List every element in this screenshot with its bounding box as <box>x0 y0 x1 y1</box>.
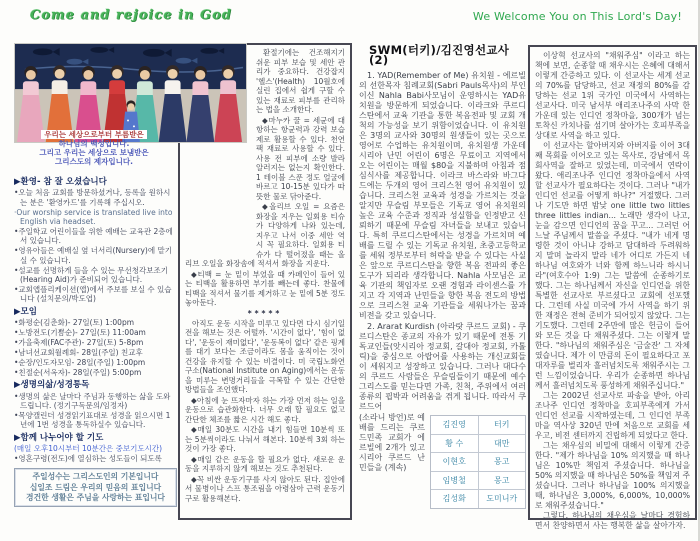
bullet-item <box>14 266 177 285</box>
section-items <box>14 188 177 303</box>
caption-line-4: 그리스도의 제자입니다. <box>55 157 133 166</box>
caption-line-2: 하나님의 백성입니다. <box>58 139 130 148</box>
mission-field: 대만 <box>494 438 510 448</box>
bullet-item-text: •영유아들은 예배실 옆 너서리(Nursery)에 맡기실 수 있습니다. <box>14 246 172 265</box>
bullet-item-text: •생명의 삶은 날마다 주님과 동행하는 삶을 도와드립니다. (정기구독문의/임정자) <box>14 391 171 410</box>
congregation-photo <box>14 43 247 143</box>
testimony-paragraph: 이 선교사는 할아버지와 아버지를 이어 3대째 목회를 이어오고 있는 목사로, 강남에서 목회사역을 잘하고 있었는데, 미국에서 연락이 왔다. 애리조나주 인디언 정착마을에서 사역할 선교사가 필요하다는 것이다. 그러나 "내가 인디언 선교를 어떻게 하나?" 거절했다. 그러나 기도만 하면 밤낮 one little two littles three littles indian... 노래만 생각이 나고, 눈을 감으면 인디언의 꿈을 꾸고... 그러던 어느날 주님께서 말씀을 주셨다. "내가 네게 명령한 것이 아니냐 강하고 담대하라 두려워하지 말며 놀라지 말라 네가 어디로 가든지 네 하나님 여호와가 너와 함께 하느니라 하시니라"(여호수아 1:9) 그는 말씀에 순종하기로 했다. 그는 하나님께서 자신을 인디언을 위한 특별한 선교사로 부르셨다고 교회에 선포했다. 그런데 사실 미국에 가서 사역을 하기 위한 재정은 전혀 준비가 되어있지 않았다. 그는 기도했다. 그런데 2주만에 많은 헌금이 들어와 모든 것을 다 채워주셨다. 그는 이렇게 말한다. "하나님의 채워주심은 '금술잔' 그 자체였습니다. 제가 이 만큼의 돈이 필요하다고 포대자루를 벌리자 흘러넘치도록 채워주시는 그런 느낌이었습니다. 우리가 순종하면 하나님께서 흘러넘치도록 풍성하게 채워주십니다." <box>535 141 690 390</box>
section-header: ▶생명의삶/성경통독 <box>14 380 90 391</box>
caption-line-3: 그리고 우리는 세상으로 보냄받은 <box>39 148 149 157</box>
missionary-table <box>430 415 526 509</box>
skincare-tip: ◆마누카 꿀 = 세균에 대항하는 항균력과 강력 보습제로 활용할 수 있다. 천연 팩 재료로 사용할 수 있다. 사용 전 피부에 소량 발라 알러지는 없는지 확인한다. 1 테이블 스푼 정도 얼굴에 바르고 10-15분 있다가 따뜻한 물로 닦아준다. <box>256 115 345 201</box>
missionary-name: 김진영 <box>431 416 479 434</box>
mission-field: 몽고 <box>494 457 510 466</box>
exercise-tip: ◆꼭 비싼 운동기구를 사지 않아도 된다. 집안에서 물병이나 스프 통조림을 아령삼아 근력 운동기구로 활용해본다. <box>185 474 345 503</box>
health-intro: 환절기에는 건조해지기 쉬운 피부 보습 및 세안 관리가 중요하다. 건강잡지 '헬스'(Health) 10월호에 실린 집에서 쉽게 구할 수 있는 재료로 피부를 관리하는 법을 소개한다. <box>256 48 345 114</box>
mission-field: 터키 <box>494 420 510 429</box>
table-row <box>431 435 525 454</box>
announcement-section <box>14 178 177 304</box>
bullet-item <box>14 285 177 304</box>
bullet-item-text: •교회앱플리케이션(앱)에서 주보를 보실 수 있습니다 (설치문의/박도엽) <box>14 284 172 304</box>
bullet-item-text: ·Our worship service is translated live into English via headset. <box>14 207 173 227</box>
bullet-item-text: •설교를 선명하게 들을 수 있는 무선청각보조기(Hearing Aid)가 준비되어 있습니다. <box>14 265 168 285</box>
exercise-tip: ◆아침에 눈 뜨자마자 하는 가장 먼저 하는 일을 운동으로 습관화한다. 너무 오래 할 필요도 없고 간단한 체조를 짧은 시간 해도 좋다. <box>185 395 345 424</box>
mission-field: 도미니카 <box>486 494 518 503</box>
missionary-name: 이현호 <box>431 453 479 471</box>
bullet-item <box>14 368 177 377</box>
bullet-item-text: •남녀선교회월례회- 28일(주일) 친교후 <box>14 347 143 357</box>
article-paragraph-2: 2. Ararat Kurdish (아라랏 쿠르드 교회) - 쿠르디스탄은 종교의 자유가 있기 때문에 전통 기독교인들(앗시리아 정교회, 갈대아 정교회, 카톨릭)을 중심으로 아랍어를 사용하는 개신교회들이 세워지고 성장하고 있습니다. 그러나 대다수의 쿠르드 사람들은 무슬림들이기 때문에 예수 그리스도를 믿는다면 가족, 친척, 주위에서 여러 종류의 핍박과 어려움을 겪게 됩니다. 따라서 쿠르드어 <box>359 322 526 411</box>
bullet-item <box>14 444 177 453</box>
missionary-name: 임병철 <box>431 472 479 490</box>
testimony-paragraph: 이상혁 선교사의 "채워주심" 이라고 하는 책에 보면, 순종할 때 채우시는 은혜에 대해서 이렇게 간증하고 있다. 이 선교사는 세계 선교의 70%를 담당하고, 선교 재정의 80%를 감당하는 선교 1위 국가인 미국에서 사역하는 선교사다. 미국 남서부 애리조나주의 사막 한가운데 있는 인디언 정착마을, 300개가 넘는 토착신 카치나를 섬기며 살아가는 호피부족을 상대로 사역을 하고 있다. <box>535 51 690 140</box>
bullet-item-text: •오늘 처음 교회를 방문하셨거나, 등록을 원하시는 분은 '환영카드'를 기록해 주십시오. <box>14 188 171 207</box>
testimony-paragraph: 그는 채우심의 비밀에 대해서 이렇게 간증한다. "제가 하나님을 10% 의지했을 때 하나님은 10%만 책임져 주셨습니다. 하나님을 50% 의지했을 때 하나님은 50%를 책임져 주셨습니다. 그러나 하나님을 100% 의지했을 때, 하나님은 3,000%, 6,000%, 10,000%로 채워주셨습니다." <box>535 441 690 510</box>
exercise-tips <box>185 396 345 504</box>
congregation-photo-art <box>15 44 246 142</box>
table-row <box>431 490 525 508</box>
exercise-tip: ◆매일 30분도 시간을 내기 힘들면 10분씩 또는 5분씩이라도 나눠서 해본다. 10분씩 3회 하는 것이 가장 좋다. <box>185 425 345 453</box>
bullet-item <box>14 338 177 347</box>
testimony-box <box>528 45 697 530</box>
bullet-item-text: •순장/인도자모임- 28일(주일) 1:00pm <box>14 357 146 367</box>
caption-line-1: 우리는 세상으로부터 부름받은 <box>41 130 146 139</box>
missionary-name: 김성화 <box>431 490 479 508</box>
bullet-item <box>14 328 177 337</box>
mission-article <box>359 45 526 509</box>
missionary-name: 황 수 <box>431 435 479 453</box>
exercise-tip: ◆매일 같은 운동을 할 필요가 없다. 새로운 운동을 지루하지 않게 해보는 것도 추천된다. <box>185 454 345 473</box>
announcement-section <box>14 308 177 377</box>
section-items <box>14 392 177 430</box>
quote-line: 주일성수는 그리스도인의 기본입니다 <box>32 472 159 482</box>
announcement-section <box>14 434 177 464</box>
quote-line: 경건한 생활은 주님을 사랑하는 표입니다 <box>26 492 165 502</box>
mission-field: 몽고 <box>494 475 510 485</box>
bullet-item-text: •화평순(김춘화)- 27일(토) 1:00pm <box>14 318 135 328</box>
header-welcome: We Welcome You on This Lord's Day! <box>472 10 682 23</box>
bullet-item <box>14 246 177 265</box>
article-paragraph-1: 1. YAD(Remember of Me) 유치원 - 에르빌의 선한목자 침례교회(Sabri Pauls목사)의 부인이신 Nahla Babi사모님이 운영하시는 YAD유치원을 방문하게 되었습니다. 이라크와 쿠르디스탄에서 교육 기관을 통한 복음전파 및 교회 개척의 가능성을 보기 위함이었습니다. 이 유치원은 3명의 교사와 30명의 원생들이 있는 곳으로 영어로 수업하는 유치원이며, 유치원생 가운데 시리아 난민 어린이 6명은 무료이고 지역에서 오는 어린이는 매월 $80을 지불하며 아침과 점심식사를 제공합니다. 이라크 바스라와 바그다드에는 두개의 영어 크리스천 영어 유치원이 있습니다. 크리스천 교육과 성경을 가르치는 것을 알지만 무슬림 부모들은 기독교 영어 유치원의 높은 교육 수준과 정직과 성실함을 인정받고 신뢰하기 때문에 무슬림 자녀들을 보내고 있습니다. 특히 쿠르디스탄에서는 성경을 가르치며 예배를 드릴 수 있는 기독교 유치원, 초중고등학교를 세워 정부로부터 허락을 받을 수 있다는 사실은 앞으로 쿠르디스탄을 향한 복음 전파의 좋은 도구가 되리라 생각합니다. Nahla 사모님은 교육 기관의 책임자로 오랜 경험과 라이센스를 가지고 각 지역과 난민들을 향한 복음 전도의 방법으로 크리스천 교육 기관들을 세워나가는 꿈과 비전을 갖고 있습니다. <box>359 71 526 320</box>
bullet-item-text: •목양캘린더 성경읽기표대로 성경을 읽으시면 1년에 1번 성경을 통독하실수 있습니다. <box>14 410 171 430</box>
bullet-item-text: •가을축제(FAC주관)- 27일(토) 5-8pm <box>14 338 144 347</box>
skincare-tip: ◆올리브 오일 = 요즘은 화장을 지우는 일회용 티슈가 다양하게 나와 있는데, 지우고 나서 이중 세안 역시 꼭 필요하다. 일회용 티슈가 다 떨어졌을 때는 올리브 오일을 화장솜에 적셔서 화장을 지운다. <box>185 202 345 268</box>
section-header: ▶모임 <box>14 306 37 317</box>
bullet-item <box>14 227 177 246</box>
testimony-paragraph: 그렇다. 하나님의 채우심을 날마다 경험하면서 찬양하면서 사는 행복한 삶을 살아가자. <box>535 511 690 530</box>
bullet-item-text: •주일학교 어린이들을 위한 예배는 교육관 2층에서 있습니다. <box>14 227 173 246</box>
section-header: ▶환영- 참 잘 오셨습니다 <box>14 177 107 187</box>
bullet-item-text: •친절순(서옥자)- 28일(주일) 5:00pm <box>14 367 142 377</box>
skincare-tip: ◆티백 = 눈 밑이 부었을 때 카페인이 들어 있는 티백을 활용하면 부기를 빼는데 좋다. 찬물에 티백을 적셔서 물기를 제거하고 눈 밑에 5분 정도 놓아둔다. <box>185 269 345 307</box>
bullet-item <box>14 392 177 411</box>
announcement-section <box>14 381 177 430</box>
article-paragraph-continued: (소라니 방언)로 예배를 드리는 쿠르드민족 교회가 에르빌에 2개가 있고 시리아 쿠르드 난민들을 (계속) <box>359 413 425 472</box>
bullet-item-text: •영혼구령(전도)에 열심하는 성도들이 되도록 <box>14 453 162 463</box>
bullet-item <box>14 208 177 227</box>
photo-caption <box>14 130 174 166</box>
announcement-sections <box>14 178 177 463</box>
article-separator: ***** <box>247 308 283 318</box>
announcements-column <box>14 174 177 507</box>
bullet-item <box>14 348 177 357</box>
table-row <box>431 472 525 491</box>
bullet-item-text: (매일 오후10시부터 10분간은 중보기도시간) <box>14 444 163 454</box>
bullet-item <box>14 358 177 367</box>
bullet-item-text: •노방전도(기쁨순)- 27일(토) 11:00am <box>14 328 146 338</box>
quote-box <box>14 468 177 507</box>
article-footer <box>359 413 526 503</box>
bullet-item <box>14 318 177 327</box>
testimony-paragraph: 그는 2002년 선교사로 파송을 받아, 아리조나주 인디언 정착마을 호피부족에게 가서 인디언 선교를 시작하였는데, 그 인디언 부족마을 역사상 320년 만에 처음으로 교회를 세우고, 비전 센터까지 건립하게 되었다고 한다. <box>535 391 690 440</box>
header-motto: Come and rejoice in God <box>30 8 232 23</box>
bullet-item <box>14 454 177 463</box>
article-title: SWM(터키)/김진영선교사(2) <box>369 43 510 67</box>
exercise-intro: 아직도 운동 시작을 미루고 있다면 다시 심기일전을 해보는 것은 어떨까. '시간이 없다', '힘이 없다', '운동이 재미없다', '운동복이 없다' 같은 핑계를 대기 보다는 조금이라도 몸을 움직이는 것이 건강을 유지할 수 있는 비결이다. 미 국립노화연구소(National Institute on Aging)에서는 운동을 미루는 변명거리들을 극복할 수 있는 간단한 방법들을 조언했다. <box>185 318 345 394</box>
table-row <box>431 416 525 435</box>
bullet-item <box>14 188 177 207</box>
table-row <box>431 453 525 472</box>
quote-line: 십일조 드림은 우리의 믿음의 표입니다 <box>29 482 162 492</box>
section-items <box>14 444 177 463</box>
section-items <box>14 318 177 377</box>
bullet-item <box>14 411 177 430</box>
section-header: ▶함께 나누어야 할 기도 <box>14 432 104 443</box>
